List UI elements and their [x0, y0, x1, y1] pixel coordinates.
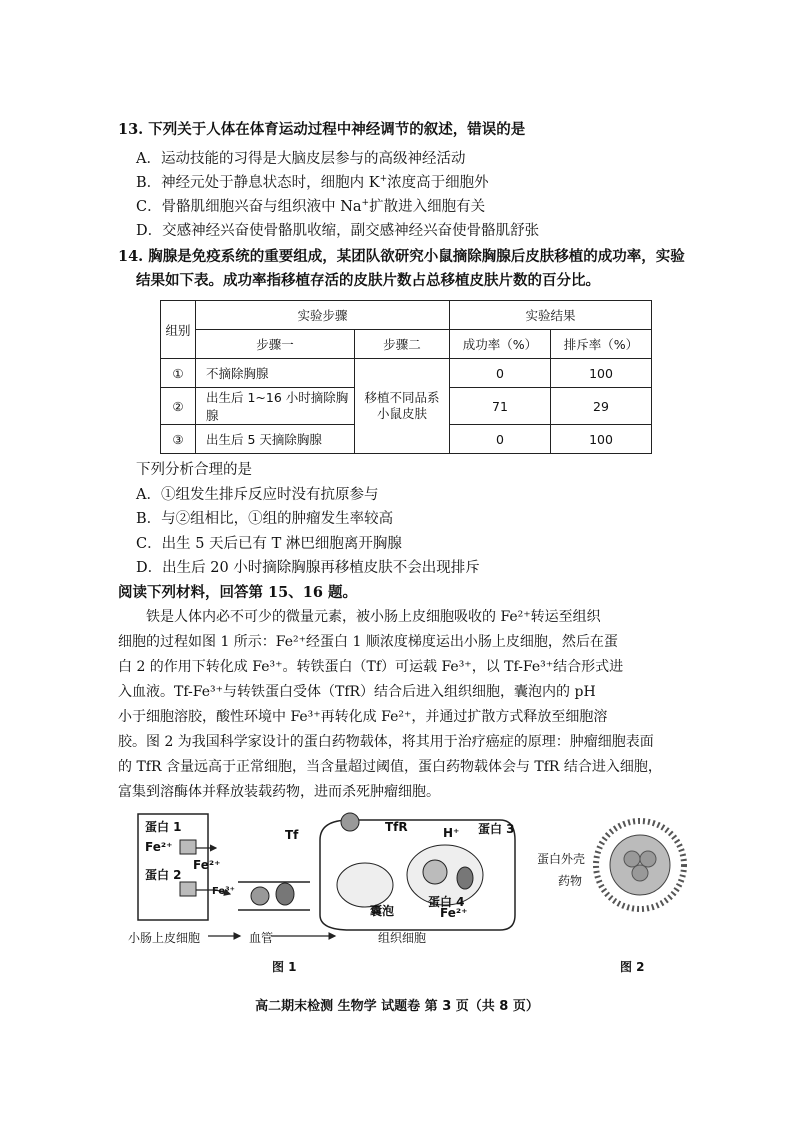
vessel-label: 血管 [249, 931, 274, 945]
figure-2-caption: 图 2 [620, 960, 645, 974]
success-header: 成功率（%） [450, 330, 551, 359]
group-cell: ③ [161, 425, 196, 454]
fe2-label: Fe²⁺ [145, 840, 173, 854]
reading-intro: 阅读下列材料，回答第 15、16 题。 [118, 584, 357, 601]
reading-line: 细胞的过程如图 1 所示：Fe²⁺经蛋白 1 顺浓度梯度运出小肠上皮细胞，然后在蛋 [118, 634, 618, 650]
q13-option-c: C．骨骼肌细胞兴奋与组织液中 Na+扩散进入细胞有关 [136, 198, 486, 215]
drug-particle [632, 865, 648, 881]
shell-label: 蛋白外壳 [537, 852, 586, 866]
tissue-label: 组织细胞 [378, 931, 427, 945]
q14-ask: 下列分析合理的是 [136, 462, 252, 478]
experiment-table [160, 300, 652, 454]
protein2-shape [180, 882, 196, 896]
reading-line: 入血液。Tf-Fe³⁺与转铁蛋白受体（TfR）结合后进入组织细胞，囊泡内的 pH [118, 684, 596, 700]
step1-cell: 出生后 5 天摘除胸腺 [196, 425, 355, 454]
reject-cell: 29 [551, 388, 652, 425]
vesicle-label: 囊泡 [370, 904, 395, 918]
reading-line: 胶。图 2 为我国科学家设计的蛋白药物载体，将其用于治疗癌症的原理：肿瘤细胞表面 [118, 734, 654, 750]
protein1-label: 蛋白 1 [145, 820, 182, 834]
figure-2-diagram [590, 815, 690, 915]
q14-stem-line2: 结果如下表。成功率指移植存活的皮肤片数占总移植皮肤片数的百分比。 [136, 272, 600, 289]
q13-option-a: A．运动技能的习得是大脑皮层参与的高级神经活动 [136, 151, 466, 167]
q14-option-c: C．出生 5 天后已有 T 淋巴细胞离开胸腺 [136, 536, 402, 552]
page-footer: 高二期末检测 生物学 试题卷 第 3 页（共 8 页） [255, 999, 539, 1014]
reading-line: 小于细胞溶胶，酸性环境中 Fe³⁺再转化成 Fe²⁺，并通过扩散方式释放至细胞溶 [118, 709, 608, 725]
success-cell: 0 [450, 359, 551, 388]
results-header: 实验结果 [450, 301, 652, 330]
tf-in-vesicle-shape [457, 867, 473, 889]
group-cell: ② [161, 388, 196, 425]
reading-line: 白 2 的作用下转化成 Fe³⁺。转铁蛋白（Tf）可运载 Fe³⁺，以 Tf-Fe³⁺结合形式进 [118, 659, 624, 675]
table-row [161, 359, 652, 388]
step1-cell: 不摘除胸腺 [196, 359, 355, 388]
protein4-label: 蛋白 4 [428, 895, 465, 909]
step1-cell: 出生后 1~16 小时摘除胸腺 [196, 388, 355, 425]
tfr-cluster-shape [341, 813, 359, 831]
intestine-label: 小肠上皮细胞 [128, 931, 201, 945]
vesicle-1-shape [337, 863, 393, 907]
tfr-label: TfR [385, 820, 408, 834]
reject-cell: 100 [551, 359, 652, 388]
success-cell: 0 [450, 425, 551, 454]
steps-header: 实验步骤 [196, 301, 450, 330]
step2-header: 步骤二 [355, 330, 450, 359]
reading-line: 铁是人体内必不可少的微量元素，被小肠上皮细胞吸收的 Fe²⁺转运至组织 [146, 609, 601, 625]
q13-option-b: B．神经元处于静息状态时，细胞内 K+浓度高于细胞外 [136, 174, 489, 191]
q13-stem: 13. 下列关于人体在体育运动过程中神经调节的叙述，错误的是 [118, 121, 526, 138]
q14-option-a: A．①组发生排斥反应时没有抗原参与 [136, 487, 379, 503]
h-label: H⁺ [443, 826, 460, 840]
drug-label: 药物 [558, 874, 583, 888]
protein2-label: 蛋白 2 [145, 868, 182, 882]
group-header: 组别 [161, 301, 196, 359]
fe2-release-label: Fe²⁺ [440, 906, 468, 920]
reject-header: 排斥率（%） [551, 330, 652, 359]
reading-line: 的 TfR 含量远高于正常细胞，当含量超过阈值，蛋白药物载体会与 TfR 结合进入细胞， [118, 759, 662, 775]
group-cell: ① [161, 359, 196, 388]
protein3-label: 蛋白 3 [478, 822, 515, 836]
step2-cell: 移植不同品系小鼠皮肤 [355, 359, 450, 454]
q13-option-d: D．交感神经兴奋使骨骼肌收缩，副交感神经兴奋使骨骼肌舒张 [136, 223, 540, 239]
fe2-out-label: Fe²⁺ [193, 858, 221, 872]
fe3-label: Fe³⁺ [212, 886, 235, 897]
q14-option-b: B．与②组相比，①组的肿瘤发生率较高 [136, 511, 394, 527]
fe-cluster-shape [423, 860, 447, 884]
drug-particle [640, 851, 656, 867]
success-cell: 71 [450, 388, 551, 425]
q14-option-d: D．出生后 20 小时摘除胸腺再移植皮肤不会出现排斥 [136, 560, 480, 576]
q14-stem-line1: 14. 胸腺是免疫系统的重要组成，某团队欲研究小鼠摘除胸腺后皮肤移植的成功率，实验 [118, 248, 685, 265]
reject-cell: 100 [551, 425, 652, 454]
drug-particle [624, 851, 640, 867]
tf-fe-complex-shape [251, 887, 269, 905]
figure-1-caption: 图 1 [272, 960, 297, 974]
protein1-shape [180, 840, 196, 854]
tf-label: Tf [285, 828, 299, 842]
tf-shape [276, 883, 294, 905]
step1-header: 步骤一 [196, 330, 355, 359]
reading-line: 富集到溶酶体并释放装载药物，进而杀死肿瘤细胞。 [118, 784, 440, 800]
